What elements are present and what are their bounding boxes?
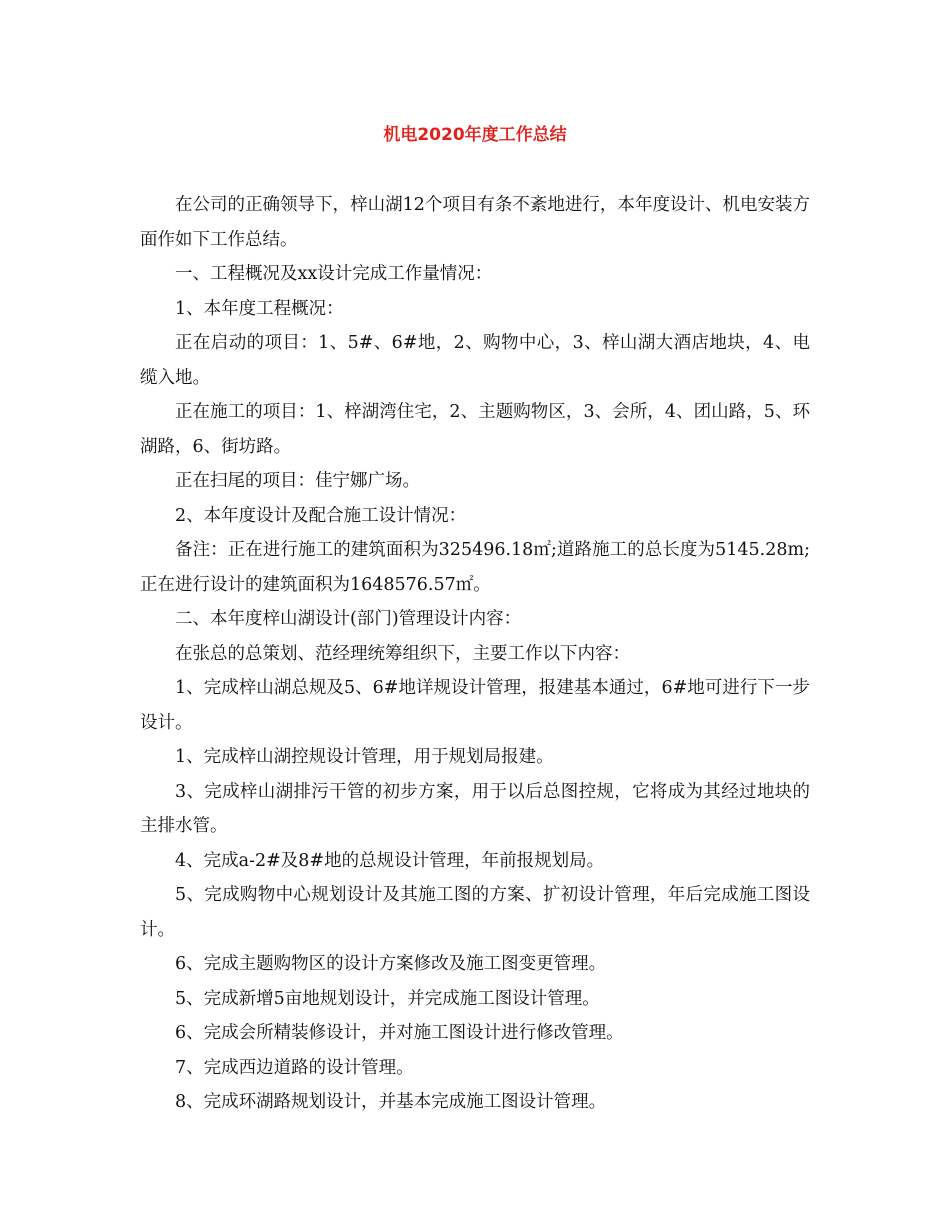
list-item: 1、完成梓山湖总规及5、6#地详规设计管理，报建基本通过，6#地可进行下一步设计。 bbox=[140, 678, 810, 733]
paragraph-ongoing-projects: 正在施工的项目：1、梓湖湾住宅，2、主题购物区，3、会所，4、团山路，5、环湖路，6、街坊路。 bbox=[140, 402, 810, 457]
document-body bbox=[140, 188, 810, 1120]
document-title: 机电2020年度工作总结 bbox=[383, 125, 567, 145]
list-item: 6、完成会所精装修设计，并对施工图设计进行修改管理。 bbox=[175, 1023, 624, 1043]
list-item: 5、完成购物中心规划设计及其施工图的方案、扩初设计管理，年后完成施工图设计。 bbox=[140, 885, 810, 940]
section-heading-overview: 一、工程概况及xx设计完成工作量情况： bbox=[175, 264, 493, 284]
list-item: 1、完成梓山湖控规设计管理，用于规划局报建。 bbox=[175, 747, 554, 767]
subsection-heading-design-status: 2、本年度设计及配合施工设计情况： bbox=[175, 505, 467, 526]
paragraph-intro: 在公司的正确领导下，梓山湖12个项目有条不紊地进行，本年度设计、机电安装方面作如下工作总结。 bbox=[140, 195, 810, 250]
paragraph-finishing-projects: 正在扫尾的项目：佳宁娜广场。 bbox=[175, 471, 420, 491]
list-item: 6、完成主题购物区的设计方案修改及施工图变更管理。 bbox=[175, 954, 607, 974]
paragraph-remark: 备注：正在进行施工的建筑面积为325496.18㎡;道路施工的总长度为5145.28m;正在进行设计的建筑面积为1648576.57㎡。 bbox=[140, 540, 810, 595]
subsection-heading-project-overview: 1、本年度工程概况： bbox=[175, 298, 344, 319]
list-item: 5、完成新增5亩地规划设计，并完成施工图设计管理。 bbox=[175, 988, 600, 1009]
list-item: 8、完成环湖路规划设计，并基本完成施工图设计管理。 bbox=[175, 1092, 607, 1112]
paragraph-starting-projects: 正在启动的项目：1、5#、6#地，2、购物中心，3、梓山湖大酒店地块，4、电缆入地。 bbox=[140, 333, 810, 388]
list-item: 3、完成梓山湖排污干管的初步方案，用于以后总图控规，它将成为其经过地块的主排水管。 bbox=[140, 781, 810, 836]
list-item: 7、完成西边道路的设计管理。 bbox=[175, 1057, 414, 1078]
section-heading-design-management: 二、本年度梓山湖设计(部门)管理设计内容： bbox=[175, 609, 522, 629]
list-item: 4、完成a-2#及8#地的总规设计管理，年前报规划局。 bbox=[175, 850, 605, 871]
paragraph-organization: 在张总的总策划、范经理统筹组织下，主要工作以下内容： bbox=[175, 643, 630, 664]
